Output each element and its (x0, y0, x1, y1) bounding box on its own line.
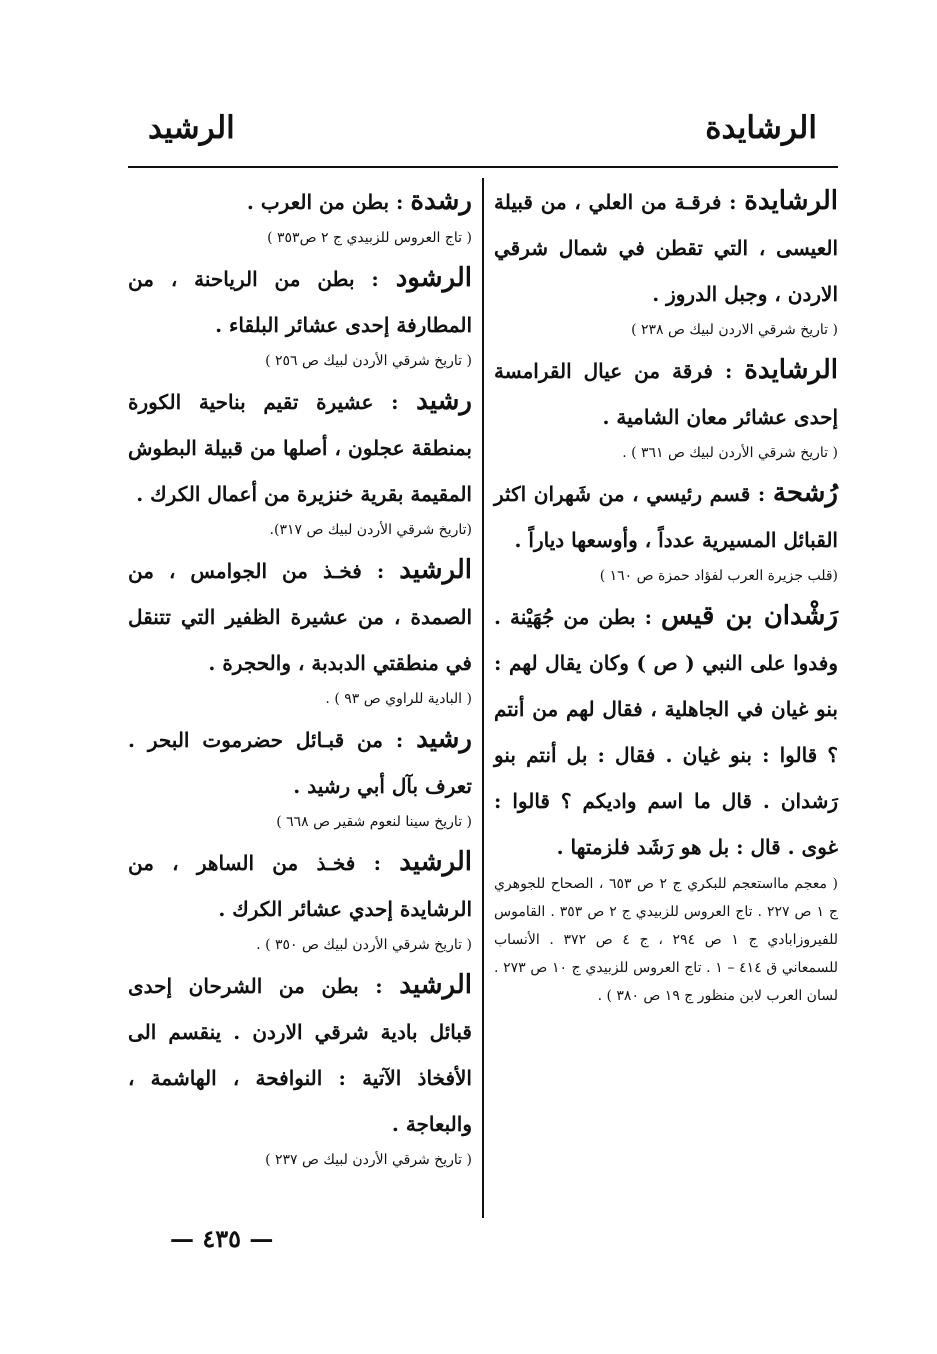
entry-source: ( تاريخ شرقي الأردن لبيك ص ٢٥٦ ) (265, 353, 472, 369)
entry-text: بطن من الشرحان إحدى قبائل بادية شرقي الاردن . ينقسم الى الأفخاذ الآتية : النوافحة ، الهاشمة ، والبعاجة . (128, 974, 472, 1136)
page-number: — ٤٣٥ — (170, 1224, 274, 1253)
entry: الرشايدة : فرقة من عيال القرامسة إحدى عشائر معان الشامية . ( تاريخ شرقي الأردن لبيك ص ٣٦١ ) . (494, 347, 838, 466)
entry-head: رُشحة (772, 478, 838, 508)
entry-text: فرقة من عيال القرامسة إحدى عشائر معان الشامية . (494, 359, 838, 429)
column-divider (482, 178, 484, 1218)
entry-head: رشدة (410, 186, 472, 216)
entry-text: بطن من الرياحنة ، من المطارفة إحدى عشائر البلقاء . (128, 267, 472, 337)
entry: الرشود : بطن من الرياحنة ، من المطارفة إحدى عشائر البلقاء . ( تاريخ شرقي الأردن لبيك ص ٢٥٦ ) (128, 255, 472, 374)
entry-head: الرشيد (399, 847, 472, 877)
entry-text: فخـذ من الجوامس ، من الصمدة ، من عشيرة الظفير التي تتنقل في منطقتي الدبدبة ، والحجرة . (128, 559, 472, 675)
entry-head: رشيد (416, 724, 472, 754)
entry-source: ( تاج العروس للزبيدي ج ٢ ص٣٥٣ ) (267, 230, 472, 246)
entry-text: عشيرة تقيم بناحية الكورة بمنطقة عجلون ، أصلها من قبيلة البطوش المقيمة بقرية خنزيرة من أعمال الكرك . (128, 390, 472, 506)
entry: الرشايدة : فرقـة من العلي ، من قبيلة العيسى ، التي تقطن في شمال شرقي الاردن ، وجبل الدروز . ( تاريخ شرقي الاردن لبيك ص ٢٣٨ ) (494, 178, 838, 343)
entry-text: بطن من العرب . (246, 190, 390, 214)
entry-source: ( تاريخ شرقي الأردن لبيك ص ٣٦١ ) . (622, 445, 838, 461)
header-rule (128, 166, 838, 168)
entry-head: رشيد (416, 386, 472, 416)
entry: رشيد : من قبـائل حضرموت البحر . تعرف بآل أبي رشيد . ( تاريخ سينا لنعوم شقير ص ٦٦٨ ) (128, 716, 472, 835)
running-header-right: الرشايدة (705, 110, 817, 146)
entry-head: الرشيد (399, 555, 472, 585)
entry: الرشيد : بطن من الشرحان إحدى قبائل بادية شرقي الاردن . ينقسم الى الأفخاذ الآتية : النوافحة ، الهاشمة ، والبعاجة . ( تاريخ شرقي الأردن لبيك ص ٢٣٧ ) (128, 962, 472, 1173)
entry-text: فرقـة من العلي ، من قبيلة العيسى ، التي تقطن في شمال شرقي الاردن ، وجبل الدروز . (494, 190, 838, 306)
entry-text: فخـذ من الساهر ، من الرشايدة إحدي عشائر الكرك . (128, 851, 472, 921)
left-column (128, 178, 472, 1177)
entry: رشيد : عشيرة تقيم بناحية الكورة بمنطقة عجلون ، أصلها من قبيلة البطوش المقيمة بقرية خنزيرة من أعمال الكرك . (تاريخ شرقي الأردن لبيك ص ٣١٧). (128, 378, 472, 543)
entry-head: الرشايدة (744, 355, 839, 385)
entry: الرشيد : فخـذ من الساهر ، من الرشايدة إحدي عشائر الكرك . ( تاريخ شرقي الأردن لبيك ص ٣٥٠ ) . (128, 839, 472, 958)
entry-source: (تاريخ شرقي الأردن لبيك ص ٣١٧). (269, 522, 472, 538)
right-column (494, 178, 838, 1014)
entry-source: ( معجم مااستعجم للبكري ج ٢ ص ٦٥٣ ، الصحاح للجوهري ج ١ ص ٢٢٧ . تاج العروس للزبيدي ج ٢ ص ٣٥٣ . القاموس للفيروزابادي ج ١ ص ٢٩٤ ، ج ٤ ص ٣٧٢ . الأنساب للسمعاني ق ٤١٤ – ١ . تاج العروس للزبيدي ج ١٠ ص ٢٧٣ . لسان العرب لابن منظور ج ١٩ ص ٣٨٠ ) . (494, 876, 839, 1004)
entry: الرشيد : فخـذ من الجوامس ، من الصمدة ، من عشيرة الظفير التي تتنقل في منطقتي الدبدبة ، والحجرة . ( البادية للراوي ص ٩٣ ) . (128, 547, 472, 712)
entry: رشدة : بطن من العرب . ( تاج العروس للزبيدي ج ٢ ص٣٥٣ ) (128, 178, 472, 251)
entry-source: ( تاريخ شرقي الأردن لبيك ص ٢٣٧ ) (265, 1152, 472, 1168)
entry-head: الرشايدة (744, 186, 838, 216)
entry-text: بطن من جُهَيْنة . وفدوا على النبي ( ص ) وكان يقال لهم : بنو غيان في الجاهلية ، فقال لهم من أنتم ؟ قالوا : بنو غيان . فقال : بل أنتم بنو رَشدان . قال ما اسم واديكم ؟ قالوا : غوى . قال : بل هو رَشَد فلزمتها . (494, 605, 838, 859)
entry-source: ( البادية للراوي ص ٩٣ ) . (325, 691, 472, 707)
entry: رُشحة : قسم رئيسي ، من شَهران اكثر القبائل المسيرية عدداً ، وأوسعها دياراً . (قلب جزيرة العرب لفؤاد حمزة ص ١٦٠ ) (494, 470, 838, 589)
entry-source: ( تاريخ شرقي الاردن لبيك ص ٢٣٨ ) (631, 322, 838, 338)
entry-head: الرشيد (399, 970, 472, 1000)
entry-source: ( تاريخ سينا لنعوم شقير ص ٦٦٨ ) (276, 814, 472, 830)
entry-head: الرشود (395, 263, 472, 293)
entry-source: (قلب جزيرة العرب لفؤاد حمزة ص ١٦٠ ) (599, 568, 838, 584)
entry-source: ( تاريخ شرقي الأردن لبيك ص ٣٥٠ ) . (256, 937, 472, 953)
entry-text: من قبـائل حضرموت البحر . تعرف بآل أبي رشيد . (128, 728, 472, 798)
running-header-left: الرشيد (148, 110, 235, 146)
entry: رَشْدان بن قيس : بطن من جُهَيْنة . وفدوا على النبي ( ص ) وكان يقال لهم : بنو غيان في الجاهلية ، فقال لهم من أنتم ؟ قالوا : بنو غيان . فقال : بل أنتم بنو رَشدان . قال ما اسم واديكم ؟ قالوا : غوى . قال : بل هو رَشَد فلزمتها . ( معجم مااستعجم للبكري ج ٢ ص ٦٥٣ ، الصحاح للجوهري ج ١ ص ٢٢٧ . تاج العروس للزبيدي ج ٢ ص ٣٥٣ . القاموس للفيروزابادي ج ١ ص ٢٩٤ ، ج ٤ ص ٣٧٢ . الأنساب للسمعاني ق ٤١٤ – ١ . تاج العروس للزبيدي ج ١٠ ص ٢٧٣ . لسان العرب لابن منظور ج ١٩ ص ٣٨٠ ) . (494, 593, 838, 1010)
entry-head: رَشْدان بن قيس (661, 601, 839, 631)
entry-text: قسم رئيسي ، من شَهران اكثر القبائل المسيرية عدداً ، وأوسعها دياراً . (494, 482, 838, 552)
